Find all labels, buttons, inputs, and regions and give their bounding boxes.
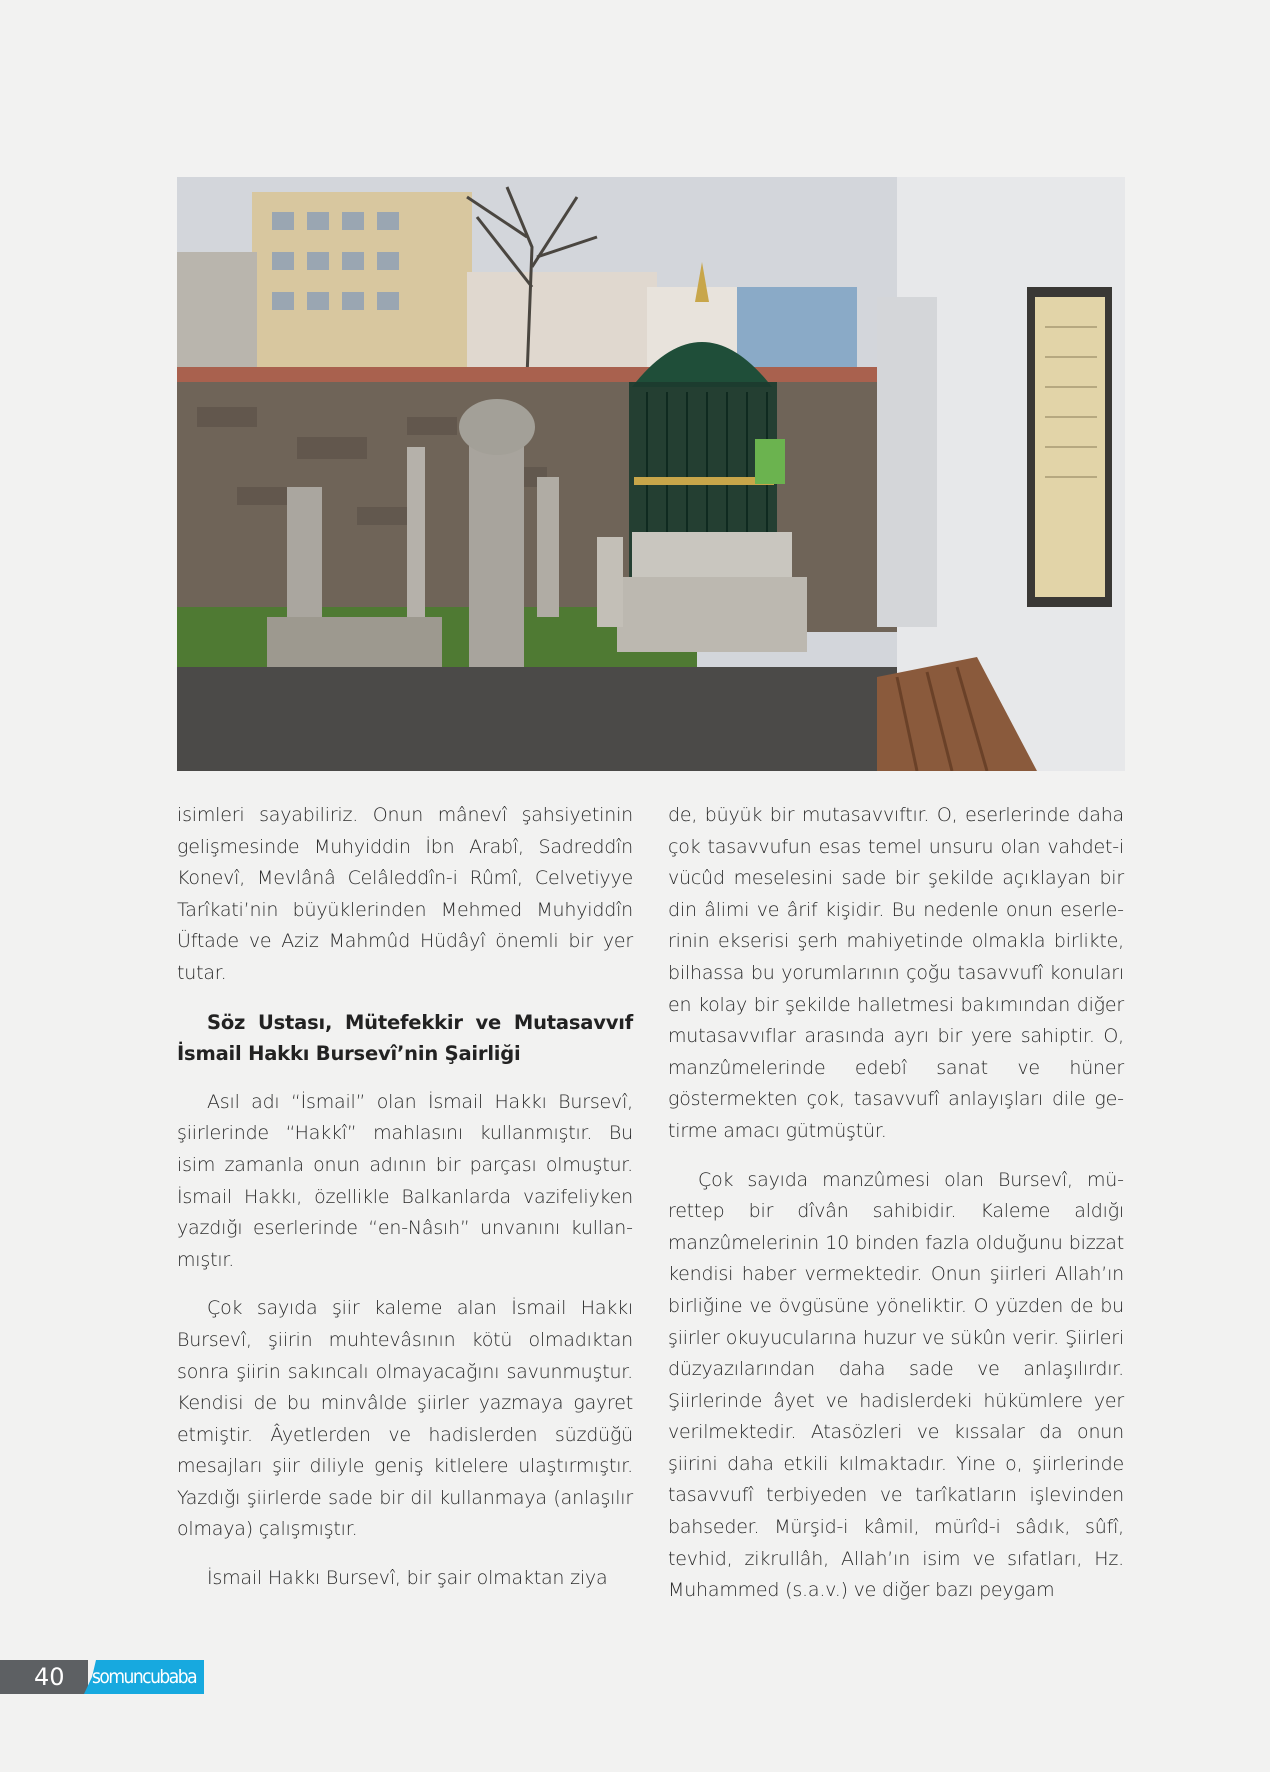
page-number: 40 (34, 1663, 65, 1691)
brand-logo-text: somuncubaba (92, 1666, 197, 1688)
photo-illustration (177, 177, 1125, 771)
right-text-column (668, 800, 1124, 1624)
left-paragraph-4: İsmail Hakkı Bursevî, bir şair olmaktan ziya (207, 1567, 608, 1590)
left-paragraph-3: Çok sayıda şiir kaleme alan İsmail Hakkı Bursevî, şiirin muhtevâsının kötü olmadıktan sonra şiirin sakıncalı olmayacağını savunmuştur. Kendisi de bu minvâlde şiirler yazmaya gayret etmiştir. Âyetlerden ve hadislerden süzdüğü mesajları şiir diliyle geniş kitlelere ulaştırmıştır. Yazdığı şiirlerde sade bir dil kullanmaya (anlaşılır olmaya) çalışmıştır. (177, 1297, 633, 1541)
right-paragraph-1: de, büyük bir mutasavvıftır. O, eserlerinde daha çok tasavvufun esas temel unsuru olan vahdet-i vücûd meselesini sade bir şekilde açıklayan bir din âlimi ve ârif kişidir. Bu nedenle onun eserlerinin ekserisi şerh mahiyetinde olmakla birlikte, bilhassa bu yorumlarının çoğu tasavvufî konuları en kolay bir şekilde halletmesi bakımından diğer mutasavvıflar arasında ayrı bir yere sahiptir. O, manzûmelerinde edebî sanat ve hüner göstermekten çok, tasavvufî anlayışları dile getirme amacı gütmüştür. (668, 804, 1124, 1142)
tomb-courtyard-photo (177, 177, 1125, 771)
section-heading: Söz Ustası, Mütefekkir ve Mutasavvıf İsmail Hakkı Bursevî’nin Şairliği (177, 1010, 633, 1066)
right-paragraph-2: Çok sayıda manzûmesi olan Bursevî, mürettep bir dîvân sahibidir. Kaleme aldığı manzûmelerinin 10 binden fazla olduğunu bizzat kendisi haber vermektedir. Onun şiirleri Allah’ın birliğine ve övgüsüne yöneliktir. O yüzden de bu şiirler okuyucularına huzur ve sükûn verir. Şiirleri düzyazılarından daha sade ve anlaşılırdır. Şiirlerinde âyet ve hadislerdeki hükümlere yer verilmektedir. Atasözleri ve kıssalar da onun şiirini daha etkili kılmaktadır. Yine o, şiirlerinde tasavvufî terbiyeden ve tarîkatların işlevinden bahseder. Mürşid-i kâmil, mürîd-i sâdık, sûfî, tevhid, zikrullâh, Allah’ın isim ve sıfatları, Hz. Muhammed (s.a.v.) ve diğer bazı peygam (668, 1168, 1124, 1602)
left-text-column (177, 800, 633, 1612)
left-paragraph-1: isimleri sayabiliriz. Onun mânevî şahsiyetinin gelişmesinde Muhyiddin İbn Arabî, Sadreddîn Konevî, Mevlânâ Celâleddîn-i Rûmî, Celvetiyye Tarîkati’nin büyüklerinden Mehmed Muhyiddîn Üftade ve Aziz Mahmûd Hüdâyî önemli bir yer tutar. (177, 804, 633, 984)
left-paragraph-2: Asıl adı “İsmail” olan İsmail Hakkı Bursevî, şiirlerinde “Hakkî” mahlasını kullanmıştır. Bu isim zamanla onun adının bir parçası olmuştur. İsmail Hakkı, özellikle Balkanlarda vazifeliyken yazdığı eserlerinde “en-Nâsıh” unvanını kullanmıştır. (177, 1090, 633, 1271)
